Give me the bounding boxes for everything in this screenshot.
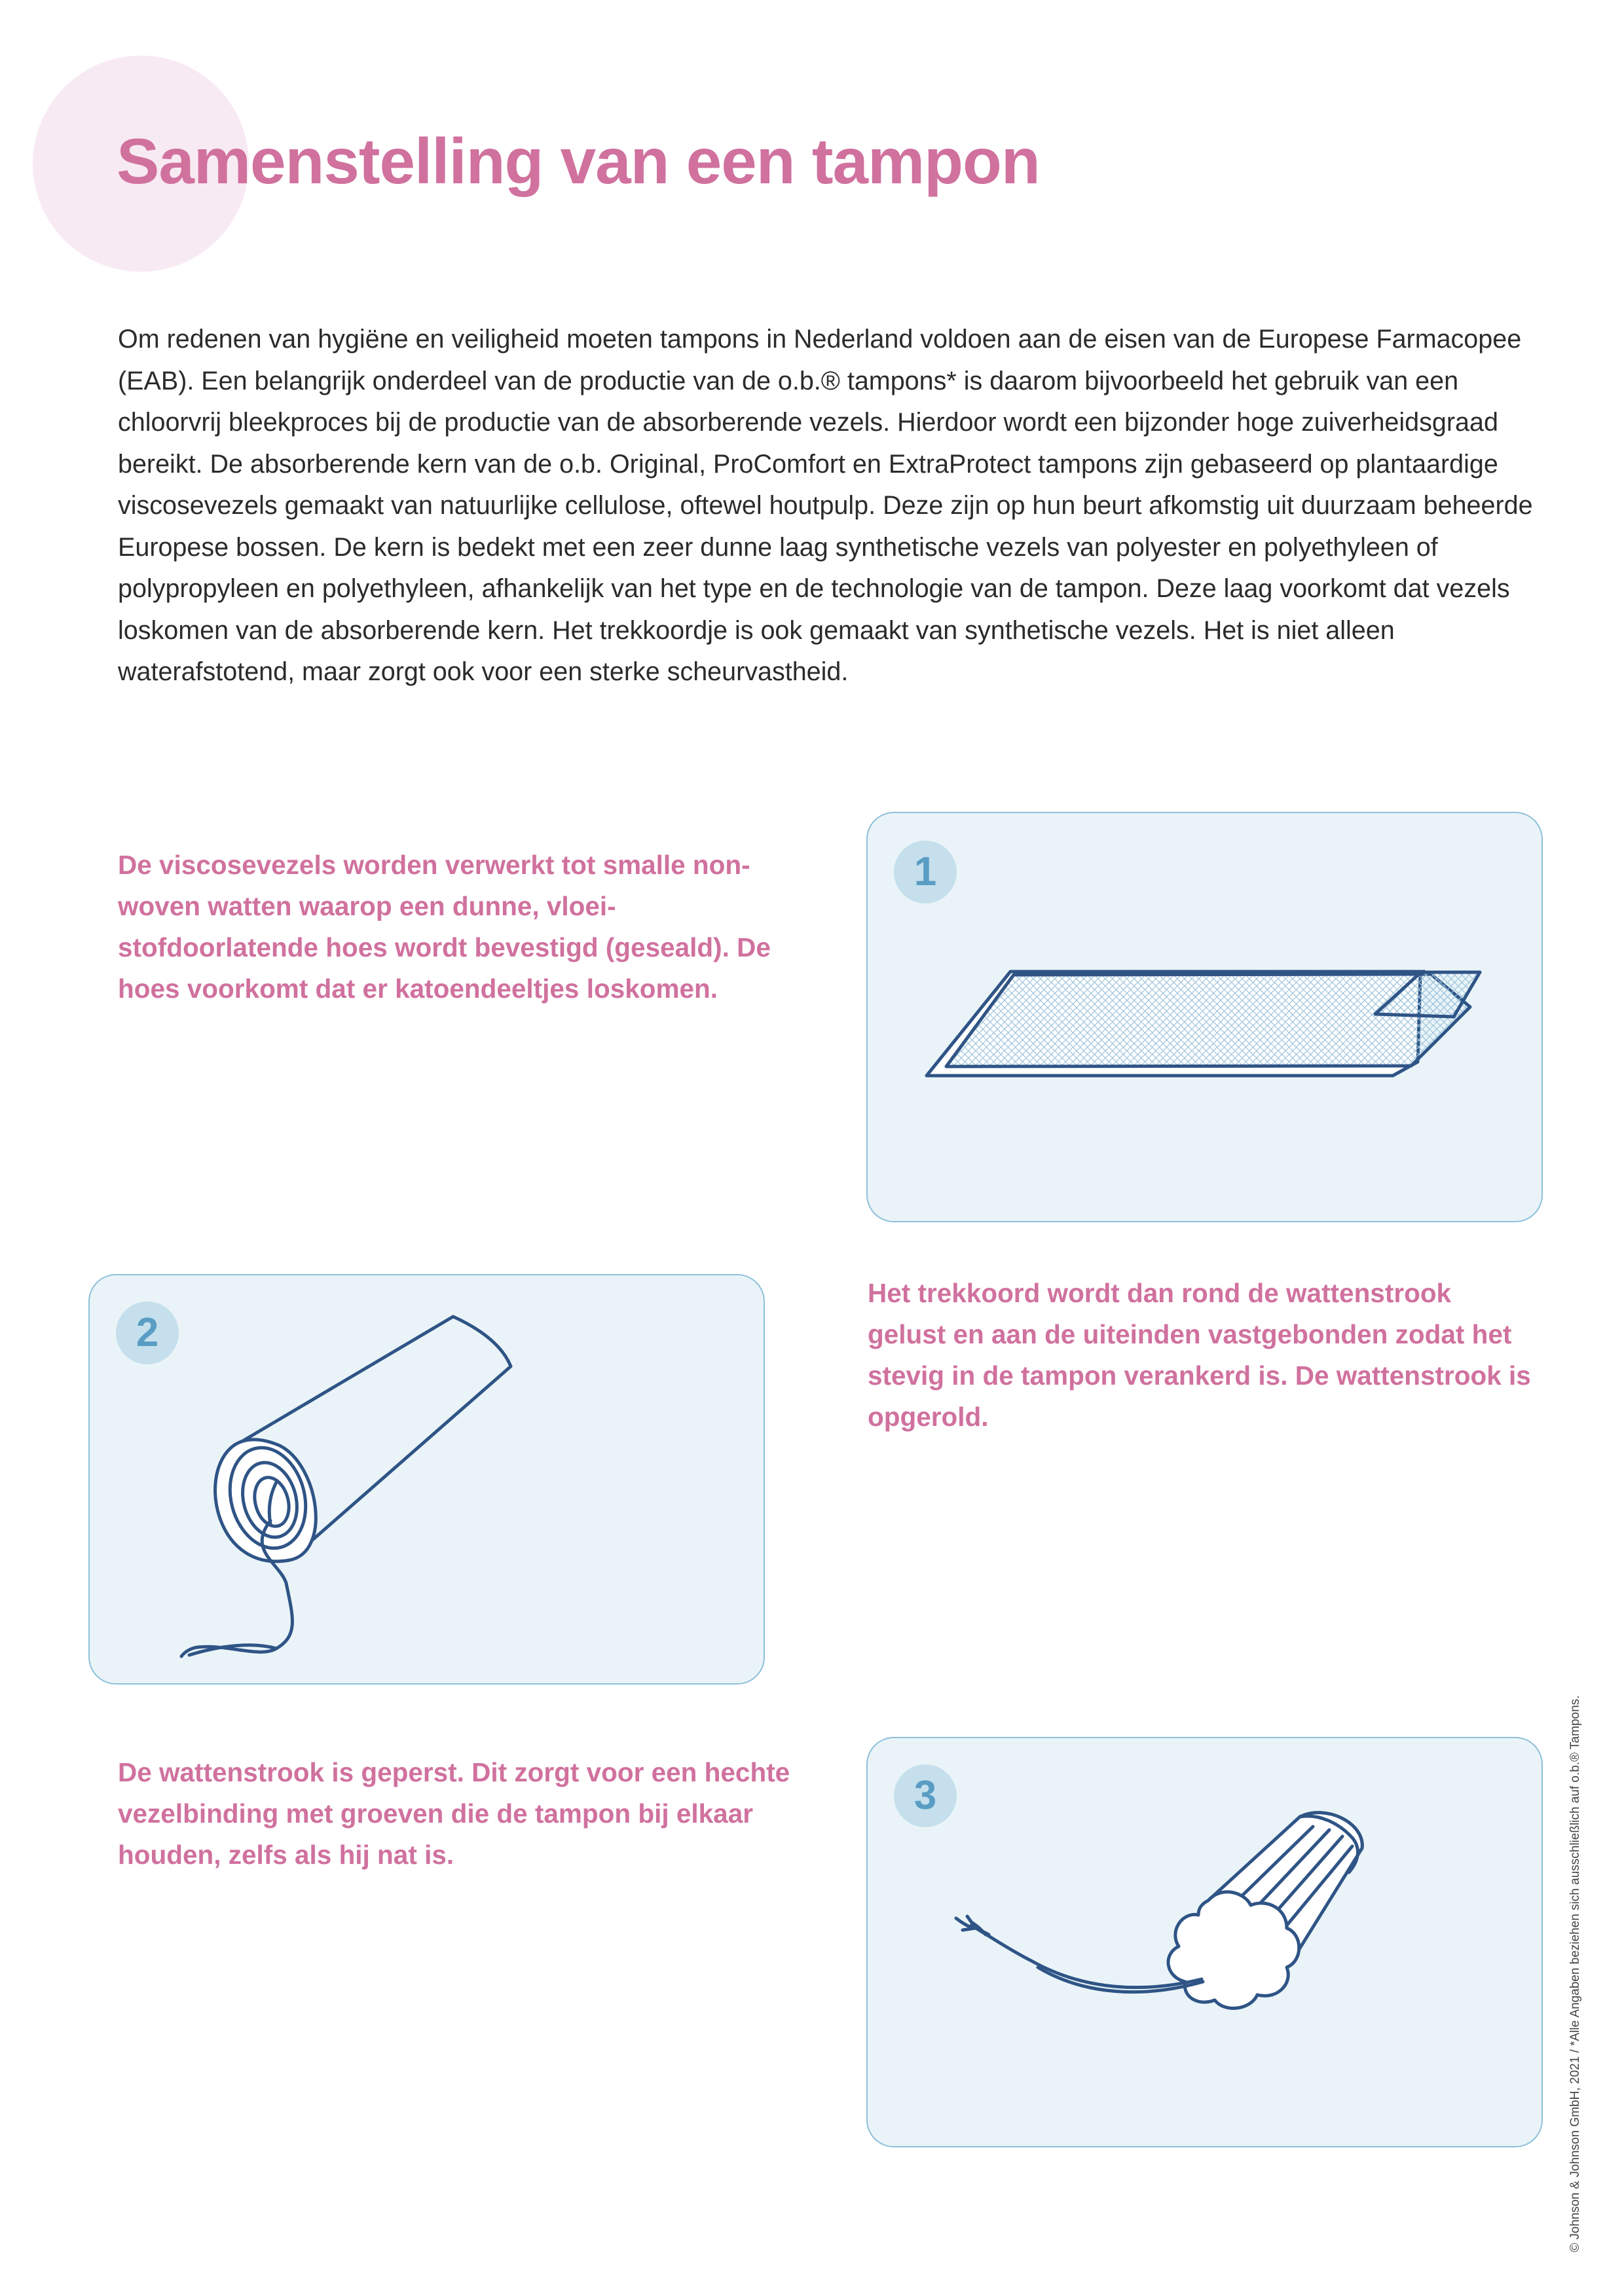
rolled-tampon-illustration xyxy=(90,1275,765,1685)
step-1-illustration-panel xyxy=(866,812,1543,1222)
nonwoven-pad-illustration xyxy=(868,813,1543,1222)
step-3-badge: 3 xyxy=(894,1764,957,1827)
copyright-note: © Johnson & Johnson GmbH, 2021 / *Alle Angaben beziehen sich ausschließlich auf o.b.® Tampons. xyxy=(1568,1695,1582,2252)
step-2-badge: 2 xyxy=(116,1302,179,1364)
intro-paragraph: Om redenen van hygiëne en veiligheid moeten tampons in Nederland voldoen aan de eisen van de Europese Farmacopee (EAB). Een belangrijk onderdeel van de productie van de o.b.® tampons* is daarom bijvoorbeeld het gebruik van een chloorvrij bleekproces bij de productie van de absorberende vezels. Hierdoor wordt een bijzonder hoge zuiverheidsgraad bereikt. De absorberende kern van de o.b. Original, ProComfort en ExtraProtect tampons zijn gebaseerd op plantaardige viscosevezels gemaakt van natuurlijke cellulose, oftewel houtpulp. Deze zijn op hun beurt afkomstig uit duurzaam beheerde Europese bossen. De kern is bedekt met een zeer dunne laag synthetische vezels van polyester en polyethyleen of polypropyleen en polyethyleen, afhankelijk van het type en de technologie van de tampon. Deze laag voorkomt dat vezels loskomen van de absorberende kern. Het trekkoordje is ook gemaakt van synthetische vezels. Het is niet alleen waterafstotend, maar zorgt ook voor een sterke scheurvastheid. xyxy=(118,325,1533,686)
step-2-description: Het trekkoord wordt dan rond de wattenstrook gelust en aan de uiteinden vastgebonden zodat het stevig in de tampon verankerd is. De wattenstrook is opgerold. xyxy=(868,1278,1531,1432)
compressed-end xyxy=(1168,1892,1299,2009)
pad-front-layer xyxy=(946,974,1470,1066)
step-2-illustration-panel xyxy=(88,1274,765,1685)
step-3-illustration-panel xyxy=(866,1737,1543,2147)
page-title: Samenstelling van een tampon xyxy=(117,125,1040,197)
step-3-description: De wattenstrook is geperst. Dit zorgt voor een hechte vezelbinding met groeven die de tampon bij elkaar houden, zelfs als hij nat is. xyxy=(118,1757,790,1870)
step-1-description: De viscosevezels worden verwerkt tot smalle non-woven watten waarop een dunne, vloeistofdoorlatende hoes wordt bevestigd (geseald). De hoes voorkomt dat er katoendeeltjes loskomen. xyxy=(118,850,771,1004)
compressed-tampon-illustration xyxy=(868,1738,1543,2147)
step-1-badge: 1 xyxy=(894,841,957,903)
